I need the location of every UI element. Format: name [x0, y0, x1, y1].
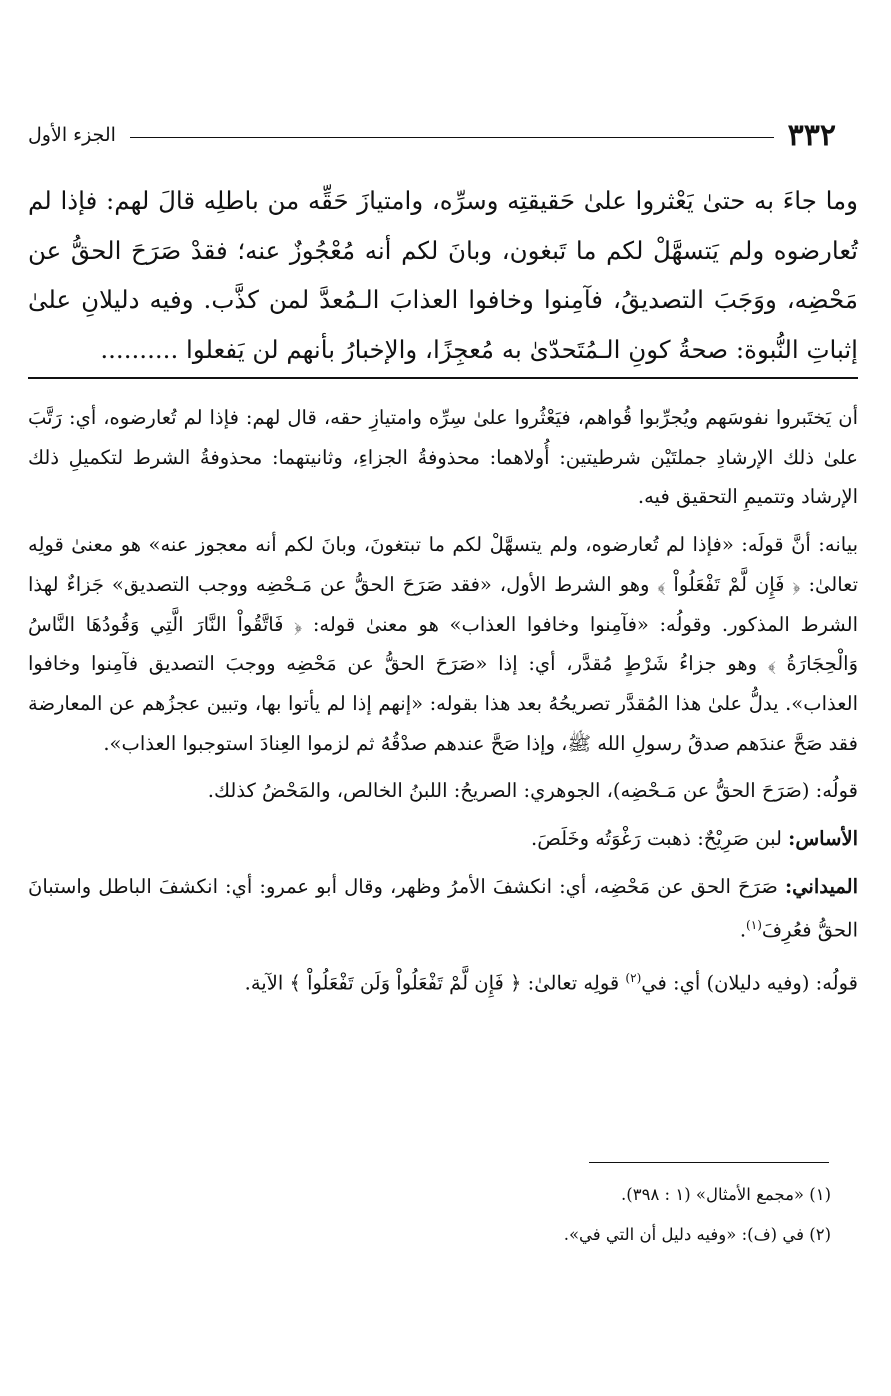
footnotes: [71, 1178, 831, 1258]
footnote: (١) «مجمع الأمثال» (١ : ٣٩٨).: [621, 1185, 831, 1204]
footnote-separator: [589, 1162, 829, 1163]
source-text: لبن صَرِيْحٌ: ذهبت رَغْوَتُه وخَلَصَ.: [531, 827, 789, 851]
source-text: صَرَحَ الحق عن مَحْضِه، أي: انكشفَ الأمرُ وظهر، وقال أبو عمرو: أي: انكشفَ الباطل واستبانَ الحقُّ فعُرِفَ: [28, 874, 858, 942]
footnote: (٢) في (ف): «وفيه دليل أن التي في».: [563, 1225, 831, 1244]
commentary-paragraph: أن يَختَبروا نفوسَهم ويُجرِّبوا قُواهم، فيَعْثُروا علىٰ سِرِّه وامتيازِ حقه، قال لهم: فإذا لم تُعارضوه، أي: رَتَّبَ علىٰ ذلك الإرشادِ جملتَيْن شرطيتين: أُولاهما: محذوفةُ الجزاءِ، وثانيتهما: محذوفةُ الشرط لتكميلِ ذلك الإرشاد وتتميمِ التحقيق فيه.: [28, 406, 858, 509]
footnote-ref[interactable]: (١): [746, 918, 762, 933]
commentary-paragraph: قولُه: (صَرَحَ الحقُّ عن مَـحْضِه)، الجوهري: الصريحُ: اللبنُ الخالص، والمَحْضُ كذلك.: [207, 779, 858, 803]
source-label: الأساس:: [788, 827, 858, 851]
matn-separator: [28, 377, 858, 379]
commentary-paragraph: [28, 959, 858, 1003]
header-rule: [130, 137, 774, 138]
commentary-text: قولُه: (وفيه دليلان) أي: في: [641, 971, 858, 995]
page-number: ٣٣٢: [787, 117, 836, 153]
footnote-ref[interactable]: (٢): [625, 970, 642, 985]
commentary-text: قولِه تعالىٰ: ﴿ فَإِن لَّمْ تَفْعَلُواْ وَلَن تَفْعَلُواْ ﴾ الآية.: [244, 971, 626, 995]
commentary-paragraph: بيانه: أنَّ قولَه: «فإذا لم تُعارضوه، ولم يتسهَّلْ لكم ما تبتغونَ، وبانَ لكم أنه معجوز عنه» هو معنىٰ قولِه تعالىٰ: ﴿ فَإِن لَّمْ تَفْعَلُواْ ﴾ وهو الشرط الأول، «فقد صَرَحَ الحقُّ عن مَـحْضِه ووجب التصديق» جَزاءٌ لهذا الشرط المذكور. وقولُه: «فآمِنوا وخافوا العذاب» هو معنىٰ قوله: ﴿ فَاتَّقُواْ النَّارَ الَّتِي وَقُودُهَا النَّاسُ وَالْحِجَارَةُ ﴾ وهو جزاءُ شَرْطٍ مُقدَّر، أي: إذا «صَرَحَ الحقُّ عن مَحْضِه ووجبَ التصديق فآمِنوا وخافوا العذاب». يدلُّ علىٰ هذا المُقدَّر تصريحُهُ بعد هذا بقوله: «إنهم إذا لم يأتوا بها، وتبين عجزُهم عن المعارضة فقد صَحَّ عندَهم صدقُ رسولِ الله ﷺ، وإذا صَحَّ عندهم صدْقُهُ ثم لزموا العِنادَ استوجبوا العذاب».: [28, 533, 858, 755]
page-header: [28, 112, 836, 158]
source-label: الميداني:: [784, 874, 858, 898]
commentary-paragraph: [28, 819, 858, 859]
commentary: [28, 398, 858, 1011]
commentary-paragraph: الميداني: صَرَحَ الحق عن مَحْضِه، أي: انكشفَ الأمرُ وظهر، وقال أبو عمرو: أي: انكشفَ الباطل واستبانَ الحقُّ فعُرِفَ$^{(١)}$.: [28, 874, 858, 942]
matn-text: وما جاءَ به حتىٰ يَعْثروا علىٰ حَقيقتِه وسرِّه، وامتيازَ حَقِّه من باطلِه قالَ لهم: فإذا لم تُعارضوه ولم يَتسهَّلْ لكم ما تَبغون، وبانَ لكم أنه مُعْجُوزٌ عنه؛ فقدْ صَرَحَ الحقُّ عن مَحْضِه، ووَجَبَ التصديقُ، فآمِنوا وخافوا العذابَ الـمُعدَّ لمن كذَّب. وفيه دليلانِ علىٰ إثباتِ النُّبوة: صحةُ كونِ الـمُتَحدّىٰ به مُعجِزًا، والإخبارُ بأنهم لن يَفعلوا ..........: [28, 186, 858, 364]
part-title: الجزء الأول: [28, 124, 116, 146]
